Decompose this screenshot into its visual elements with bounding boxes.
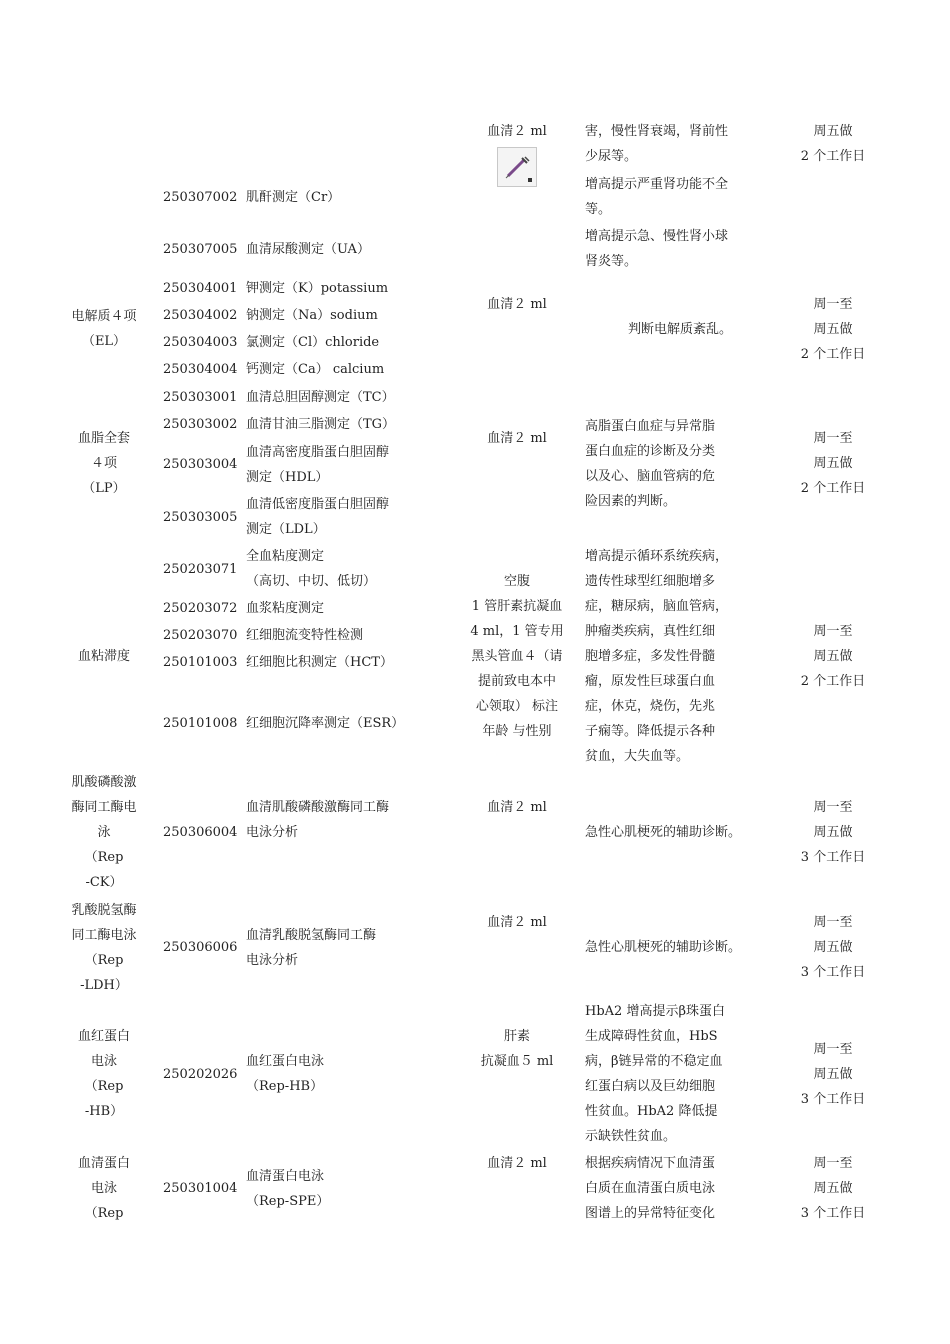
group-lp-line1: 血脂全套 [77,431,130,446]
group-ldh-line2: 同工酶电泳 [71,928,137,943]
desc-hb-line5: 性贫血。HbA2 降低提 [585,1104,718,1119]
tat-lp-line2: 周五做 [813,456,853,471]
code-ua: 250307005 [163,242,238,257]
code-ca: 250304004 [163,362,238,377]
sample-lp: 血清２ ml [487,431,547,446]
desc-lp-line3: 以及心、脑血管病的危 [585,469,716,484]
tat-ck-line1: 周一至 [813,800,853,815]
desc-lp-line4: 险因素的判断。 [585,494,677,509]
name-ldh-line2: 电泳分析 [246,953,299,968]
group-ldh-line3: （Rep [84,953,124,968]
code-whole-blood: 250203071 [163,562,238,577]
code-ldh: 250306006 [163,940,238,955]
desc-spe-line2: 白质在血清蛋白质电泳 [585,1181,716,1196]
name-tg: 血清甘油三脂测定（TG） [246,417,396,432]
name-rbc-rheology: 红细胞流变特性检测 [246,628,364,643]
group-el-line1: 电解质４项 [71,309,137,324]
tat-top-line2: 2 个工作日 [800,149,866,164]
sample-ldh: 血清２ ml [487,915,547,930]
name-tc: 血清总胆固醇测定（TC） [246,390,395,405]
desc-ck: 急性心肌梗死的辅助诊断。 [585,825,742,840]
name-ck-line2: 电泳分析 [246,825,299,840]
desc-top-line1: 害，慢性肾衰竭，肾前性 [585,124,729,139]
name-ldl-line1: 血清低密度脂蛋白胆固醇 [246,497,390,512]
desc-cr-line1: 增高提示严重肾功能不全 [585,177,729,192]
sample-ck: 血清２ ml [487,800,547,815]
desc-visc-line3: 症，糖尿病，脑血管病， [585,599,729,614]
name-ldl-line2: 测定（LDL） [246,522,326,537]
code-tg: 250303002 [163,417,238,432]
code-hdl: 250303004 [163,457,238,472]
name-whole-blood-line1: 全血粘度测定 [246,549,325,564]
tat-lp-line1: 周一至 [813,431,853,446]
group-ck-line4: （Rep [84,850,124,865]
desc-hb-line6: 示缺铁性贫血。 [585,1129,677,1144]
code-cr: 250307002 [163,190,238,205]
tat-visc-line2: 周五做 [813,649,853,664]
group-spe-line1: 血清蛋白 [77,1156,130,1171]
group-lp-line2: ４项 [90,456,117,471]
desc-lp-line1: 高脂蛋白血症与异常脂 [585,419,716,434]
sample-hb-line1: 肝素 [503,1029,530,1044]
desc-visc-line9: 贫血，大失血等。 [585,749,690,764]
code-hct: 250101003 [163,655,238,670]
code-k: 250304001 [163,281,238,296]
group-ck-line1: 肌酸磷酸激 [71,775,137,790]
group-ldh-line1: 乳酸脱氢酶 [71,903,137,918]
desc-hb-line2: 生成障碍性贫血，HbS [585,1029,718,1044]
group-hb-line4: -HB） [84,1104,124,1119]
desc-spe-line3: 图谱上的异常特征变化 [585,1206,716,1221]
sample-visc-line3: 4 ml，1 管专用 [470,624,564,639]
sample-el: 血清２ ml [487,297,547,312]
group-spe-line3: （Rep [84,1206,124,1221]
desc-visc-line7: 症，休克，烧伤，先兆 [585,699,716,714]
name-na: 钠测定（Na）sodium [246,308,378,323]
tat-ldh-line3: 3 个工作日 [800,965,866,980]
tat-ldh-line2: 周五做 [813,940,853,955]
code-tc: 250303001 [163,390,238,405]
tat-hb-line1: 周一至 [813,1042,853,1057]
name-esr: 红细胞沉降率测定（ESR） [246,716,405,731]
desc-lp-line2: 蛋白血症的诊断及分类 [585,444,716,459]
name-ca: 钙测定（Ca） calcium [246,362,385,377]
group-hb-line2: 电泳 [90,1054,117,1069]
tat-lp-line3: 2 个工作日 [800,481,866,496]
code-esr: 250101008 [163,716,238,731]
code-rbc-rheology: 250203070 [163,628,238,643]
syringe-icon-graphic [498,148,536,186]
name-whole-blood-line2: （高切、中切、低切） [246,574,377,589]
tat-spe-line1: 周一至 [813,1156,853,1171]
name-hb-line1: 血红蛋白电泳 [246,1054,325,1069]
code-hb: 250202026 [163,1067,238,1082]
tat-visc-line1: 周一至 [813,624,853,639]
desc-hb-line1: HbA2 增高提示β珠蛋白 [585,1004,725,1019]
group-hb-line1: 血红蛋白 [77,1029,130,1044]
desc-ua-line1: 增高提示急、慢性肾小球 [585,229,729,244]
name-hdl-line2: 测定（HDL） [246,470,329,485]
code-spe: 250301004 [163,1181,238,1196]
sample-hb-line2: 抗凝血５ ml [480,1054,554,1069]
name-spe-line1: 血清蛋白电泳 [246,1169,325,1184]
tat-hb-line3: 3 个工作日 [800,1092,866,1107]
desc-hb-line3: 病，β链异常的不稳定血 [585,1054,723,1069]
group-el-line2: （EL） [81,334,127,349]
desc-visc-line1: 增高提示循环系统疾病， [585,549,729,564]
sample-visc-line6: 心领取） 标注 [475,699,559,714]
sample-visc-line4: 黑头管血４（请 [471,649,563,664]
desc-visc-line5: 胞增多症，多发性骨髓 [585,649,716,664]
tat-hb-line2: 周五做 [813,1067,853,1082]
name-ldh-line1: 血清乳酸脱氢酶同工酶 [246,928,377,943]
name-cr: 肌酐测定（Cr） [246,190,341,205]
code-na: 250304002 [163,308,238,323]
name-cl: 氯测定（Cl）chloride [246,335,380,350]
tat-ldh-line1: 周一至 [813,915,853,930]
name-hct: 红细胞比积测定（HCT） [246,655,393,670]
desc-ldh: 急性心肌梗死的辅助诊断。 [585,940,742,955]
desc-visc-line2: 遗传性球型红细胞增多 [585,574,716,589]
name-k: 钾测定（K）potassium [246,281,389,296]
desc-ua-line2: 肾炎等。 [585,254,638,269]
desc-top-line2: 少尿等。 [585,149,638,164]
code-ldl: 250303005 [163,510,238,525]
code-cl: 250304003 [163,335,238,350]
name-hdl-line1: 血清高密度脂蛋白胆固醇 [246,445,390,460]
group-lp-line3: （LP） [82,481,126,496]
group-ck-line3: 泳 [97,825,111,840]
tat-el-line3: 2 个工作日 [800,347,866,362]
sample-spe: 血清２ ml [487,1156,547,1171]
group-visc: 血粘滞度 [77,649,130,664]
sample-visc-line7: 年龄 与性别 [482,724,552,739]
tat-ck-line3: 3 个工作日 [800,850,866,865]
tat-top-line1: 周五做 [813,124,853,139]
name-hb-line2: （Rep-HB） [246,1079,324,1094]
sample-top: 血清２ ml [487,124,547,139]
syringe-icon[interactable] [497,147,537,187]
tat-spe-line3: 3 个工作日 [800,1206,866,1221]
desc-visc-line8: 子痫等。降低提示各种 [585,724,716,739]
tat-visc-line3: 2 个工作日 [800,674,866,689]
desc-el: 判断电解质紊乱。 [628,322,733,337]
tat-el-line1: 周一至 [813,297,853,312]
desc-spe-line1: 根据疾病情况下血清蛋 [585,1156,716,1171]
code-ck: 250306004 [163,825,238,840]
tat-el-line2: 周五做 [813,322,853,337]
group-ck-line2: 酶同工酶电 [71,800,137,815]
sample-visc-line5: 提前致电本中 [477,674,556,689]
sample-visc-line2: 1 管肝素抗凝血 [471,599,563,614]
desc-cr-line2: 等。 [585,202,612,217]
tat-ck-line2: 周五做 [813,825,853,840]
name-ua: 血清尿酸测定（UA） [246,242,370,257]
desc-visc-line6: 瘤，原发性巨球蛋白血 [585,674,716,689]
name-spe-line2: （Rep-SPE） [246,1194,330,1209]
tat-spe-line2: 周五做 [813,1181,853,1196]
group-spe-line2: 电泳 [90,1181,117,1196]
desc-visc-line4: 肿瘤类疾病，真性红细 [585,624,716,639]
desc-hb-line4: 红蛋白病以及巨幼细胞 [585,1079,716,1094]
group-ck-line5: -CK） [85,875,123,890]
name-plasma: 血浆粘度测定 [246,601,325,616]
code-plasma: 250203072 [163,601,238,616]
group-ldh-line4: -LDH） [80,978,128,993]
name-ck-line1: 血清肌酸磷酸激酶同工酶 [246,800,390,815]
sample-visc-line1: 空腹 [503,574,530,589]
group-hb-line3: （Rep [84,1079,124,1094]
